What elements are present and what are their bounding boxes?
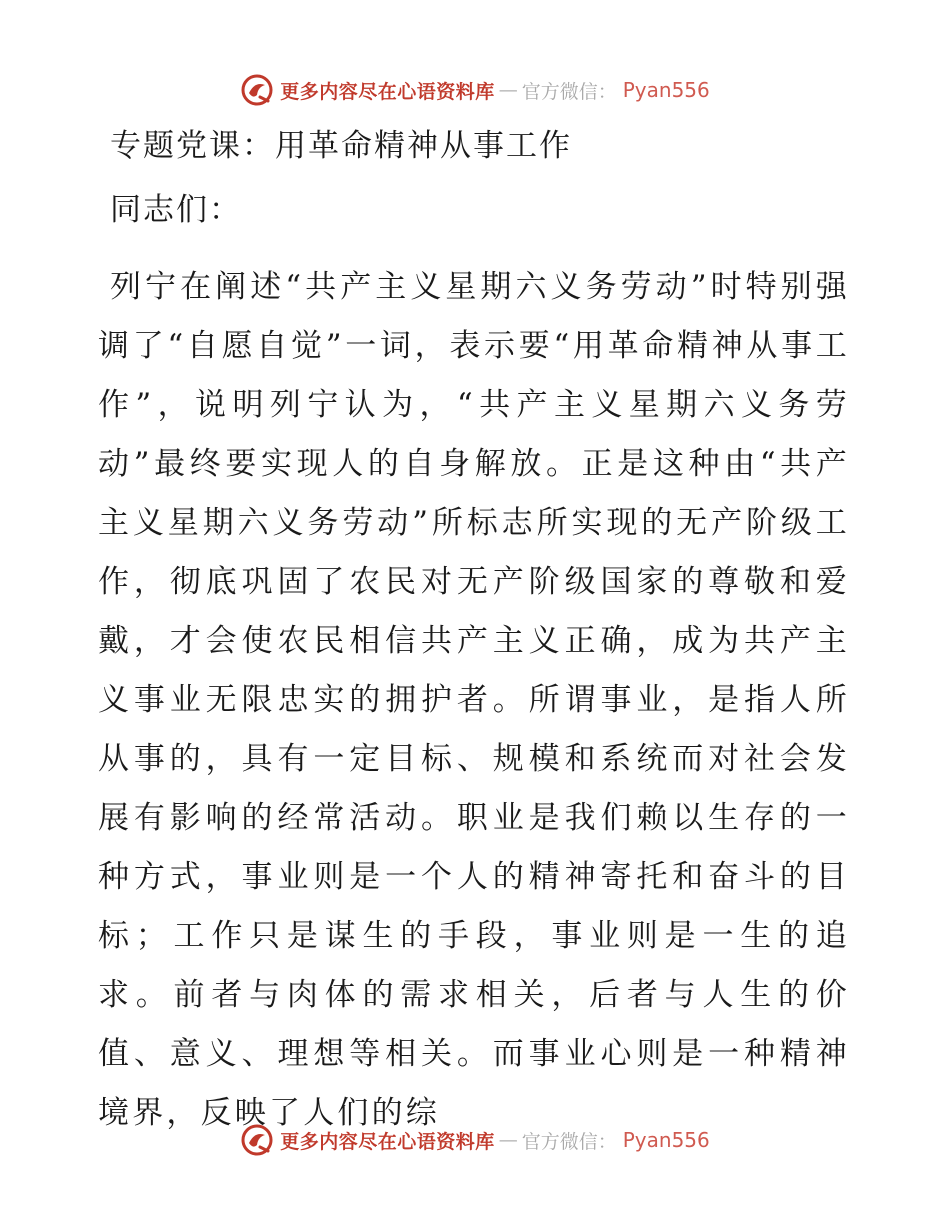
salutation: 同志们： — [110, 192, 242, 228]
watermark-official-label: 官方微信： — [521, 80, 617, 103]
document-body — [98, 124, 850, 1143]
document-title: 专题党课：用革命精神从事工作 — [110, 128, 572, 164]
watermark-library-text: 更多内容尽在心语资料库 — [280, 1130, 495, 1153]
watermark-library-text: 更多内容尽在心语资料库 — [280, 80, 495, 103]
red-swirl-logo-icon — [240, 1123, 274, 1157]
watermark-handle: Pyan556 — [622, 1128, 710, 1152]
body-paragraph: 列宁在阐述“共产主义星期六义务劳动”时特别强调了“自愿自觉”一词，表示要“用革命精神从事工作”，说明列宁认为，“共产主义星期六义务劳动”最终要实现人的自身解放。正是这种由“共产主义星期六义务劳动”所标志所实现的无产阶级工作，彻底巩固了农民对无产阶级国家的尊敬和爱戴，才会使农民相信共产主义正确，成为共产主义事业无限忠实的拥护者。所谓事业，是指人所从事的，具有一定目标、规模和系统而对社会发展有影响的经常活动。职业是我们赖以生存的一种方式，事业则是一个人的精神寄托和奋斗的目标；工作只是谋生的手段，事业则是一生的追求。前者与肉体的需求相关，后者与人生的价值、意义、理想等相关。而事业心则是一种精神境界，反映了人们的综 — [98, 269, 850, 1131]
watermark-dash: — — [498, 1129, 518, 1151]
footer-watermark — [0, 1118, 950, 1162]
watermark-handle: Pyan556 — [622, 78, 710, 102]
watermark-dash: — — [498, 79, 518, 101]
red-swirl-logo-icon — [240, 73, 274, 107]
watermark-official-label: 官方微信： — [521, 1130, 617, 1153]
header-watermark — [0, 68, 950, 112]
